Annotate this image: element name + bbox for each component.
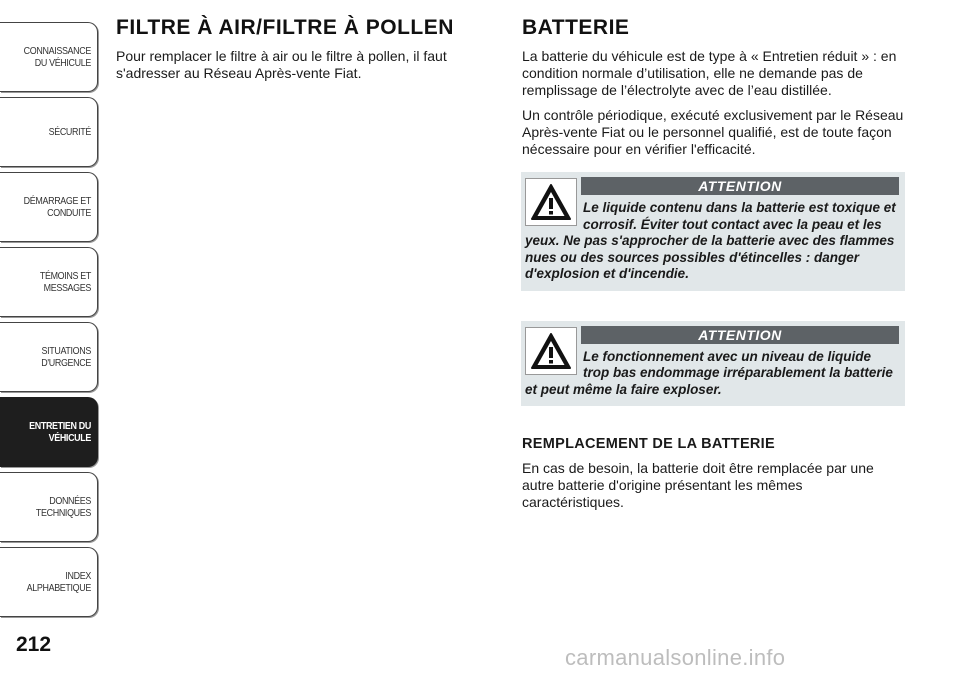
warning-text: Le liquide contenu dans la batterie est toxique et corrosif. Éviter tout contact avec la peau et les yeux. Ne pas s'approcher de la batterie avec des flammes nues ou des sources possibles d'étincelles : danger d'explosion et d'incendie.: [525, 200, 896, 281]
warning-triangle-icon: [525, 327, 577, 375]
tab-connaissance-du-vehicule[interactable]: [0, 22, 98, 92]
tab-securite[interactable]: [0, 97, 98, 167]
tab-label: ENTRETIEN DU VÉHICULE: [29, 420, 91, 444]
tab-label: DÉMARRAGE ET CONDUITE: [23, 195, 91, 219]
warning-box-1: [521, 172, 905, 291]
page-number: 212: [16, 633, 52, 656]
batterie-paragraph-1: La batterie du véhicule est de type à « Entretien réduit » : en condition normale d’utilisation, elle ne demande pas de remplissage de l’électrolyte avec de l’eau distillée.: [522, 48, 897, 98]
batterie-paragraph-2: Un contrôle périodique, exécuté exclusivement par le Réseau Après-vente Fiat ou le personnel qualifié, est de toute façon nécessaire pour en vérifier l'efficacité.: [522, 107, 904, 157]
tab-index-alphabetique[interactable]: [0, 547, 98, 617]
tab-entretien-du-vehicule[interactable]: [0, 397, 98, 467]
subheading-remplacement: REMPLACEMENT DE LA BATTERIE: [522, 436, 775, 452]
tab-label: SITUATIONS D'URGENCE: [41, 345, 91, 369]
filtre-paragraph: Pour remplacer le filtre à air ou le filtre à pollen, il faut s'adresser au Réseau Après-vente Fiat.: [116, 48, 447, 81]
tab-label: CONNAISSANCE DU VÉHICULE: [23, 45, 91, 69]
tab-temoins-et-messages[interactable]: [0, 247, 98, 317]
tab-situations-d-urgence[interactable]: [0, 322, 98, 392]
warning-text: Le fonctionnement avec un niveau de liquide trop bas endommage irréparablement la batterie et peut même la faire exploser.: [525, 348, 893, 397]
remplacement-paragraph: En cas de besoin, la batterie doit être remplacée par une autre batterie d'origine présentant les mêmes caractéristiques.: [522, 460, 874, 510]
warning-heading: ATTENTION: [581, 326, 899, 344]
tab-label: INDEX ALPHABETIQUE: [26, 570, 92, 594]
warning-box-2: [521, 321, 905, 407]
watermark: carmanualsonline.info: [565, 645, 786, 670]
chapter-tabs: [0, 22, 100, 622]
left-column: [116, 16, 494, 90]
right-column: [522, 16, 908, 519]
section-title-filtre: FILTRE À AIR/FILTRE À POLLEN: [116, 16, 454, 39]
section-title-batterie: BATTERIE: [522, 16, 630, 39]
tab-demarrage-et-conduite[interactable]: [0, 172, 98, 242]
warning-heading: ATTENTION: [581, 177, 899, 195]
tab-label: TÉMOINS ET MESSAGES: [39, 270, 91, 294]
warning-triangle-icon: [525, 178, 577, 226]
tab-label: SÉCURITÉ: [48, 126, 91, 138]
tab-donnees-techniques[interactable]: [0, 472, 98, 542]
tab-label: DONNÉES TECHNIQUES: [35, 495, 91, 519]
